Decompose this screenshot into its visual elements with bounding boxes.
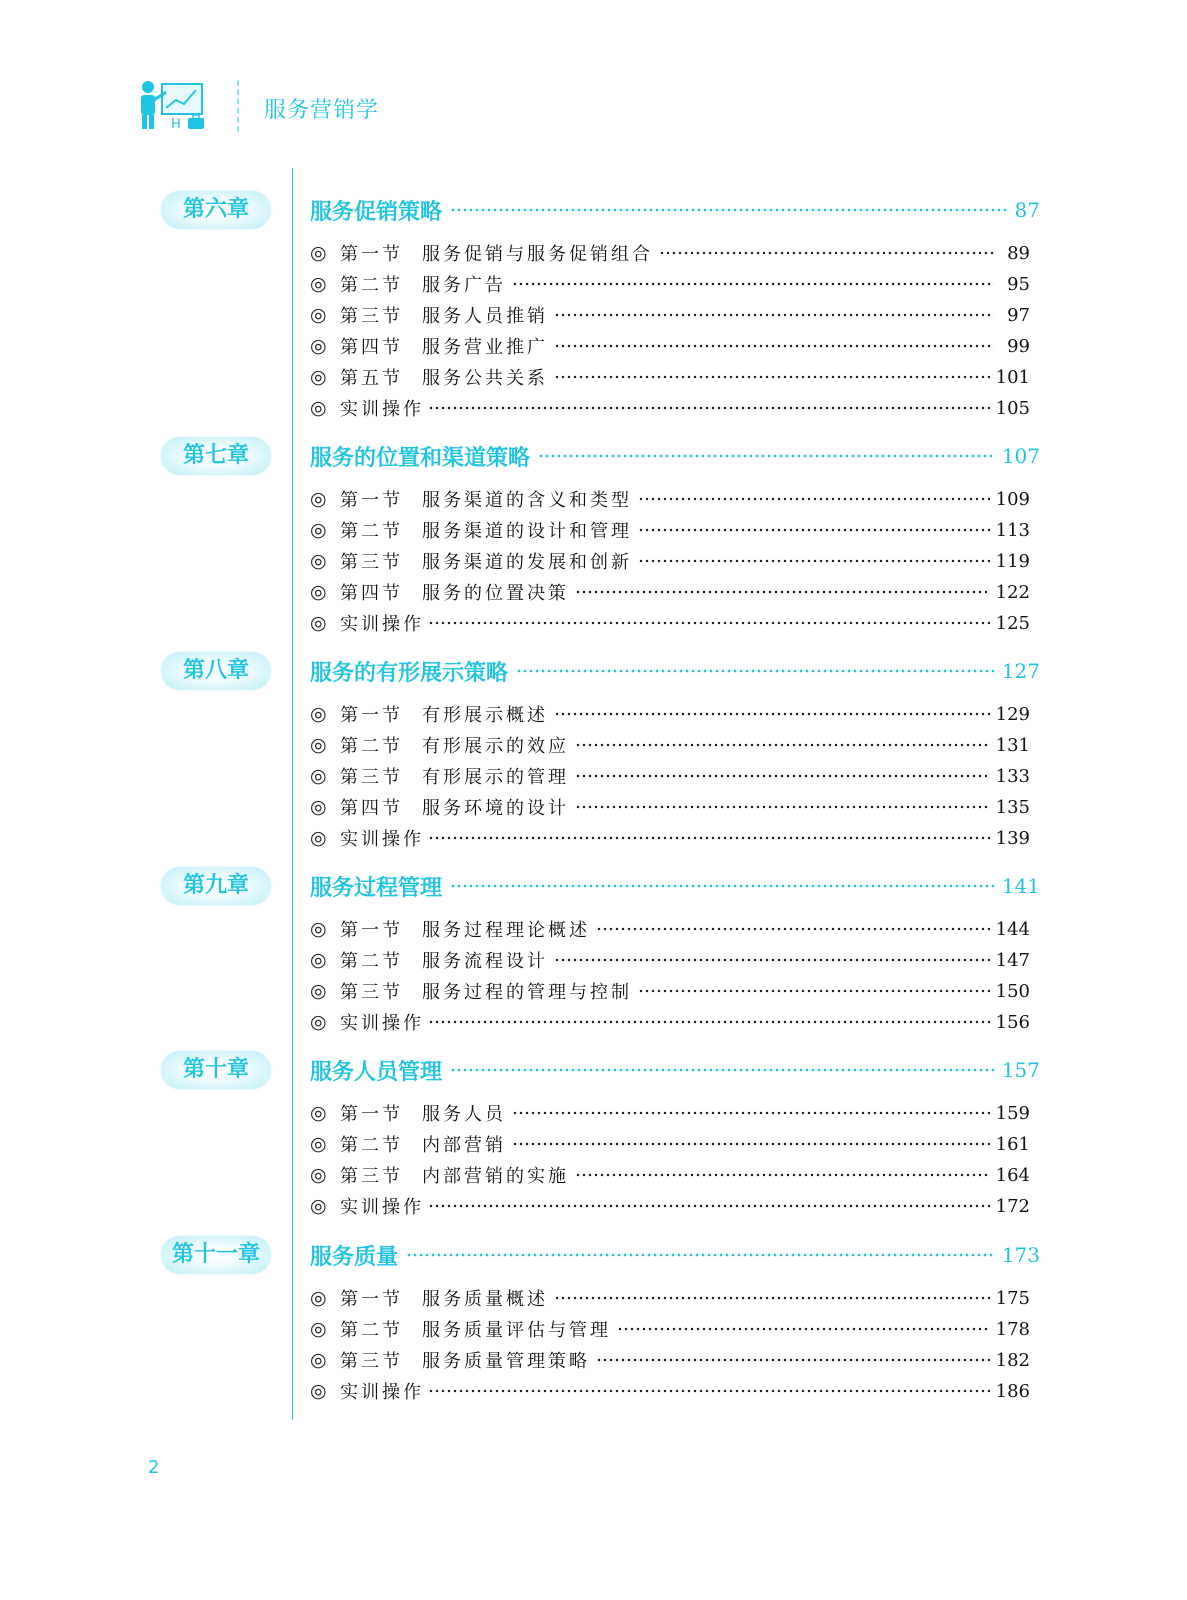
section-page-number: 178 [995,1318,1030,1340]
section-label: 实训操作 [340,1197,424,1218]
section-entry[interactable] [310,270,1030,298]
section-page-number: 144 [995,918,1030,940]
section-leader-dots [575,590,990,594]
section-title: 内部营销 [422,1135,506,1156]
section-entry[interactable] [310,1099,1030,1127]
chapter-leader-dots [450,884,994,888]
section-page-number: 101 [995,366,1030,388]
chapter-entry[interactable] [310,440,1040,472]
svg-text:H: H [171,117,181,132]
section-page-number: 131 [995,734,1030,756]
section-entry[interactable] [310,700,1030,728]
chapter-badge: 第九章 [161,867,271,905]
section-label: 第五节 [340,368,403,389]
section-page-number: 172 [995,1195,1030,1217]
section-title: 服务质量评估与管理 [422,1320,611,1341]
section-entry[interactable] [310,1161,1030,1189]
page-number: 2 [148,1457,160,1478]
chapter-page-number: 87 [1014,198,1040,222]
section-label: 第一节 [340,705,403,726]
section-leader-dots [554,375,990,379]
chapter-title: 服务质量 [310,1244,399,1270]
chapter-badge: 第七章 [161,437,271,475]
chapter-entry[interactable] [310,194,1040,226]
chapter-leader-dots [450,1068,994,1072]
section-leader-dots [554,958,990,962]
section-leader-dots [617,1327,990,1331]
circle-bullet-icon: ◎ [310,335,327,357]
section-label: 第三节 [340,767,403,788]
circle-bullet-icon: ◎ [310,1318,327,1340]
section-title: 内部营销的实施 [422,1166,569,1187]
chapter-page-number: 127 [1001,659,1040,683]
section-title: 服务过程理论概述 [422,920,590,941]
section-entry[interactable] [310,915,1030,943]
section-label: 第二节 [340,951,403,972]
section-entry[interactable] [310,363,1030,391]
chapter-title: 服务人员管理 [310,1059,443,1085]
section-leader-dots [554,313,994,317]
section-entry[interactable] [310,1192,1030,1220]
section-entry[interactable] [310,239,1030,267]
section-label: 实训操作 [340,829,424,850]
chapter-title: 服务的有形展示策略 [310,660,509,686]
section-entry[interactable] [310,1130,1030,1158]
section-entry[interactable] [310,793,1030,821]
header-divider [237,80,239,132]
section-page-number: 182 [995,1349,1030,1371]
section-entry[interactable] [310,547,1030,575]
section-title: 服务人员 [422,1104,506,1125]
section-label: 实训操作 [340,1382,424,1403]
section-page-number: 156 [995,1011,1030,1033]
section-label: 第四节 [340,798,403,819]
section-leader-dots [638,559,990,563]
section-entry[interactable] [310,332,1030,360]
section-label: 第一节 [340,490,403,511]
chapter-leader-dots [406,1253,994,1257]
section-page-number: 99 [1007,335,1030,357]
toc-divider-line [292,168,293,1420]
section-page-number: 159 [995,1102,1030,1124]
section-leader-dots [428,836,990,840]
section-leader-dots [428,1389,990,1393]
section-entry[interactable] [310,1284,1030,1312]
section-entry[interactable] [310,1377,1030,1405]
circle-bullet-icon: ◎ [310,1349,327,1371]
circle-bullet-icon: ◎ [310,918,327,940]
chapter-leader-dots [538,454,994,458]
section-label: 实训操作 [340,1013,424,1034]
section-entry[interactable] [310,516,1030,544]
chapter-badge: 第十一章 [161,1236,271,1274]
section-leader-dots [575,743,990,747]
section-leader-dots [575,1173,990,1177]
chapter-badge: 第八章 [161,652,271,690]
section-entry[interactable] [310,977,1030,1005]
section-entry[interactable] [310,946,1030,974]
section-label: 第二节 [340,1320,403,1341]
chapter-page-number: 141 [1001,874,1040,898]
section-leader-dots [428,1020,990,1024]
section-page-number: 89 [1007,242,1030,264]
chapter-leader-dots [450,208,1007,212]
section-title: 服务质量概述 [422,1289,548,1310]
circle-bullet-icon: ◎ [310,765,327,787]
chapter-entry[interactable] [310,1054,1040,1086]
section-title: 服务渠道的发展和创新 [422,552,632,573]
section-title: 有形展示的管理 [422,767,569,788]
circle-bullet-icon: ◎ [310,612,327,634]
section-leader-dots [512,1111,990,1115]
page-header [132,78,532,138]
chapter-entry[interactable] [310,870,1040,902]
section-label: 第一节 [340,244,403,265]
section-label: 第三节 [340,552,403,573]
section-label: 第三节 [340,1166,403,1187]
circle-bullet-icon: ◎ [310,581,327,603]
section-leader-dots [659,251,994,255]
circle-bullet-icon: ◎ [310,366,327,388]
chapter-page-number: 107 [1001,444,1040,468]
section-label: 第一节 [340,920,403,941]
section-label: 第三节 [340,982,403,1003]
section-page-number: 161 [995,1133,1030,1155]
section-entry[interactable] [310,301,1030,329]
section-leader-dots [512,1142,990,1146]
section-leader-dots [428,406,990,410]
section-label: 第三节 [340,1351,403,1372]
circle-bullet-icon: ◎ [310,796,327,818]
section-title: 服务过程的管理与控制 [422,982,632,1003]
circle-bullet-icon: ◎ [310,1380,327,1402]
circle-bullet-icon: ◎ [310,1133,327,1155]
chapter-page-number: 173 [1001,1243,1040,1267]
section-page-number: 109 [995,488,1030,510]
section-leader-dots [638,528,990,532]
section-entry[interactable] [310,578,1030,606]
circle-bullet-icon: ◎ [310,273,327,295]
section-leader-dots [575,774,990,778]
section-label: 实训操作 [340,614,424,635]
section-title: 服务流程设计 [422,951,548,972]
circle-bullet-icon: ◎ [310,1102,327,1124]
section-leader-dots [575,805,990,809]
circle-bullet-icon: ◎ [310,1287,327,1309]
section-title: 服务渠道的含义和类型 [422,490,632,511]
section-leader-dots [596,927,990,931]
section-page-number: 175 [995,1287,1030,1309]
section-page-number: 139 [995,827,1030,849]
section-page-number: 186 [995,1380,1030,1402]
section-leader-dots [638,497,990,501]
section-label: 实训操作 [340,399,424,420]
section-entry[interactable] [310,1008,1030,1036]
circle-bullet-icon: ◎ [310,1195,327,1217]
section-page-number: 150 [995,980,1030,1002]
section-page-number: 147 [995,949,1030,971]
chapter-entry[interactable] [310,655,1040,687]
section-leader-dots [428,621,990,625]
section-label: 第一节 [340,1104,403,1125]
section-page-number: 113 [995,519,1030,541]
section-entry[interactable] [310,1315,1030,1343]
book-title: 服务营销学 [264,98,380,123]
section-label: 第二节 [340,1135,403,1156]
section-entry[interactable] [310,485,1030,513]
section-title: 服务促销与服务促销组合 [422,244,653,265]
section-entry[interactable] [310,394,1030,422]
chapter-leader-dots [516,669,994,673]
section-title: 有形展示的效应 [422,736,569,757]
section-entry[interactable] [310,762,1030,790]
circle-bullet-icon: ◎ [310,1164,327,1186]
section-title: 服务环境的设计 [422,798,569,819]
section-label: 第一节 [340,1289,403,1310]
section-page-number: 133 [995,765,1030,787]
section-title: 有形展示概述 [422,705,548,726]
section-page-number: 97 [1007,304,1030,326]
circle-bullet-icon: ◎ [310,827,327,849]
circle-bullet-icon: ◎ [310,304,327,326]
section-page-number: 125 [995,612,1030,634]
section-leader-dots [554,344,994,348]
section-label: 第四节 [340,583,403,604]
circle-bullet-icon: ◎ [310,980,327,1002]
section-leader-dots [554,1296,990,1300]
section-page-number: 95 [1007,273,1030,295]
circle-bullet-icon: ◎ [310,519,327,541]
chapter-badge: 第六章 [161,191,271,229]
section-entry[interactable] [310,824,1030,852]
section-page-number: 129 [995,703,1030,725]
circle-bullet-icon: ◎ [310,397,327,419]
chapter-title: 服务促销策略 [310,199,443,225]
section-title: 服务营业推广 [422,337,548,358]
section-page-number: 135 [995,796,1030,818]
section-leader-dots [428,1204,990,1208]
chapter-page-number: 157 [1001,1058,1040,1082]
section-label: 第四节 [340,337,403,358]
circle-bullet-icon: ◎ [310,242,327,264]
section-leader-dots [638,989,990,993]
section-label: 第二节 [340,736,403,757]
chapter-title: 服务过程管理 [310,875,443,901]
chapter-title: 服务的位置和渠道策略 [310,445,531,471]
section-page-number: 119 [995,550,1030,572]
section-title: 服务的位置决策 [422,583,569,604]
section-title: 服务广告 [422,275,506,296]
section-entry[interactable] [310,1346,1030,1374]
circle-bullet-icon: ◎ [310,1011,327,1033]
section-title: 服务公共关系 [422,368,548,389]
section-leader-dots [512,282,994,286]
section-label: 第二节 [340,521,403,542]
section-page-number: 122 [995,581,1030,603]
circle-bullet-icon: ◎ [310,949,327,971]
circle-bullet-icon: ◎ [310,734,327,756]
section-label: 第三节 [340,306,403,327]
section-leader-dots [554,712,990,716]
chapter-entry[interactable] [310,1239,1040,1271]
circle-bullet-icon: ◎ [310,550,327,572]
section-page-number: 164 [995,1164,1030,1186]
section-entry[interactable] [310,731,1030,759]
section-title: 服务人员推销 [422,306,548,327]
circle-bullet-icon: ◎ [310,703,327,725]
section-label: 第二节 [340,275,403,296]
section-leader-dots [596,1358,990,1362]
section-entry[interactable] [310,609,1030,637]
chapter-badge: 第十章 [161,1051,271,1089]
circle-bullet-icon: ◎ [310,488,327,510]
section-page-number: 105 [995,397,1030,419]
section-title: 服务质量管理策略 [422,1351,590,1372]
section-title: 服务渠道的设计和管理 [422,521,632,542]
teacher-presentation-icon [132,78,212,134]
